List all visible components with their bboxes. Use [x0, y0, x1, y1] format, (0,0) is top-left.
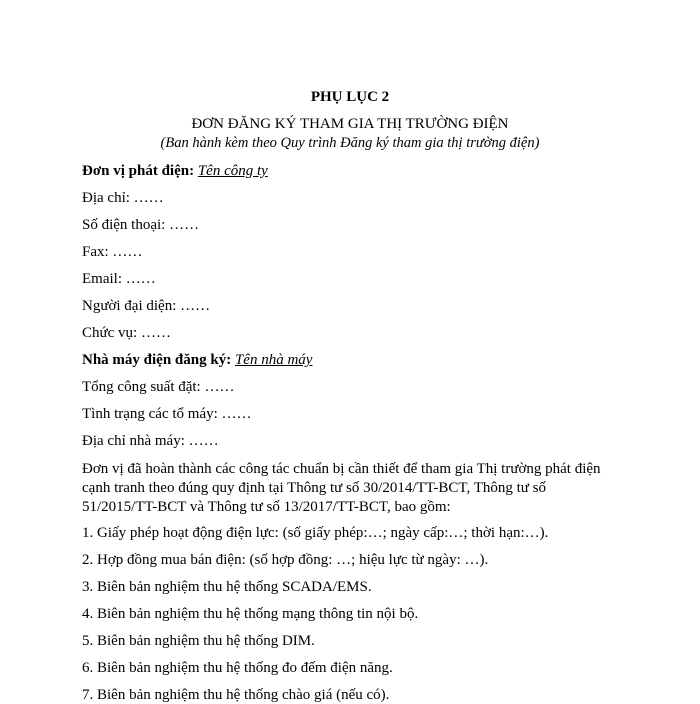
plant-address: Địa chỉ nhà máy: ……: [82, 433, 219, 449]
unit-representative: Người đại diện: ……: [82, 298, 211, 314]
unit-address: Địa chỉ: ……: [82, 190, 164, 206]
appendix-heading: PHỤ LỤC 2: [310, 89, 390, 105]
form-title: ĐƠN ĐĂNG KÝ THAM GIA THỊ TRƯỜNG ĐIỆN: [191, 116, 509, 132]
unit-label: Đơn vị phát điện:: [82, 163, 195, 179]
unit-phone: Số điện thoại: ……: [82, 217, 200, 233]
list-item: 7. Biên bản nghiệm thu hệ thống chào giá (nếu có).: [82, 687, 390, 703]
plant-heading: [82, 352, 312, 369]
plant-capacity: Tổng công suất đặt: ……: [82, 379, 235, 395]
plant-label: Nhà máy điện đăng ký:: [82, 352, 232, 368]
plant-unit-status: Tình trạng các tổ máy: ……: [82, 406, 252, 422]
list-item: 1. Giấy phép hoạt động điện lực: (số giấy phép:…; ngày cấp:…; thời hạn:…).: [82, 525, 549, 541]
list-item: 3. Biên bản nghiệm thu hệ thống SCADA/EMS.: [82, 579, 372, 595]
list-item: 2. Hợp đồng mua bán điện: (số hợp đồng: …; hiệu lực từ ngày: …).: [82, 552, 489, 568]
statement-paragraph: Đơn vị đã hoàn thành các công tác chuẩn bị cần thiết để tham gia Thị trường phát điện cạnh tranh theo đúng quy định tại Thông tư số 30/2014/TT-BCT, Thông tư số 51/2015/TT-BCT và Thông tư số 13/2017/TT-BCT, bao gồm:: [82, 461, 601, 515]
unit-fax: Fax: ……: [82, 244, 143, 260]
list-item: 6. Biên bản nghiệm thu hệ thống đo đếm điện năng.: [82, 660, 393, 676]
plant-name: Tên nhà máy: [234, 352, 313, 368]
unit-name: Tên công ty: [197, 163, 268, 179]
form-subtitle: (Ban hành kèm theo Quy trình Đăng ký tham gia thị trường điện): [160, 135, 540, 151]
list-item: 4. Biên bản nghiệm thu hệ thống mạng thông tin nội bộ.: [82, 606, 419, 622]
unit-email: Email: ……: [82, 271, 156, 287]
unit-heading: [82, 163, 268, 180]
list-item: 5. Biên bản nghiệm thu hệ thống DIM.: [82, 633, 315, 649]
unit-position: Chức vụ: ……: [82, 325, 171, 341]
